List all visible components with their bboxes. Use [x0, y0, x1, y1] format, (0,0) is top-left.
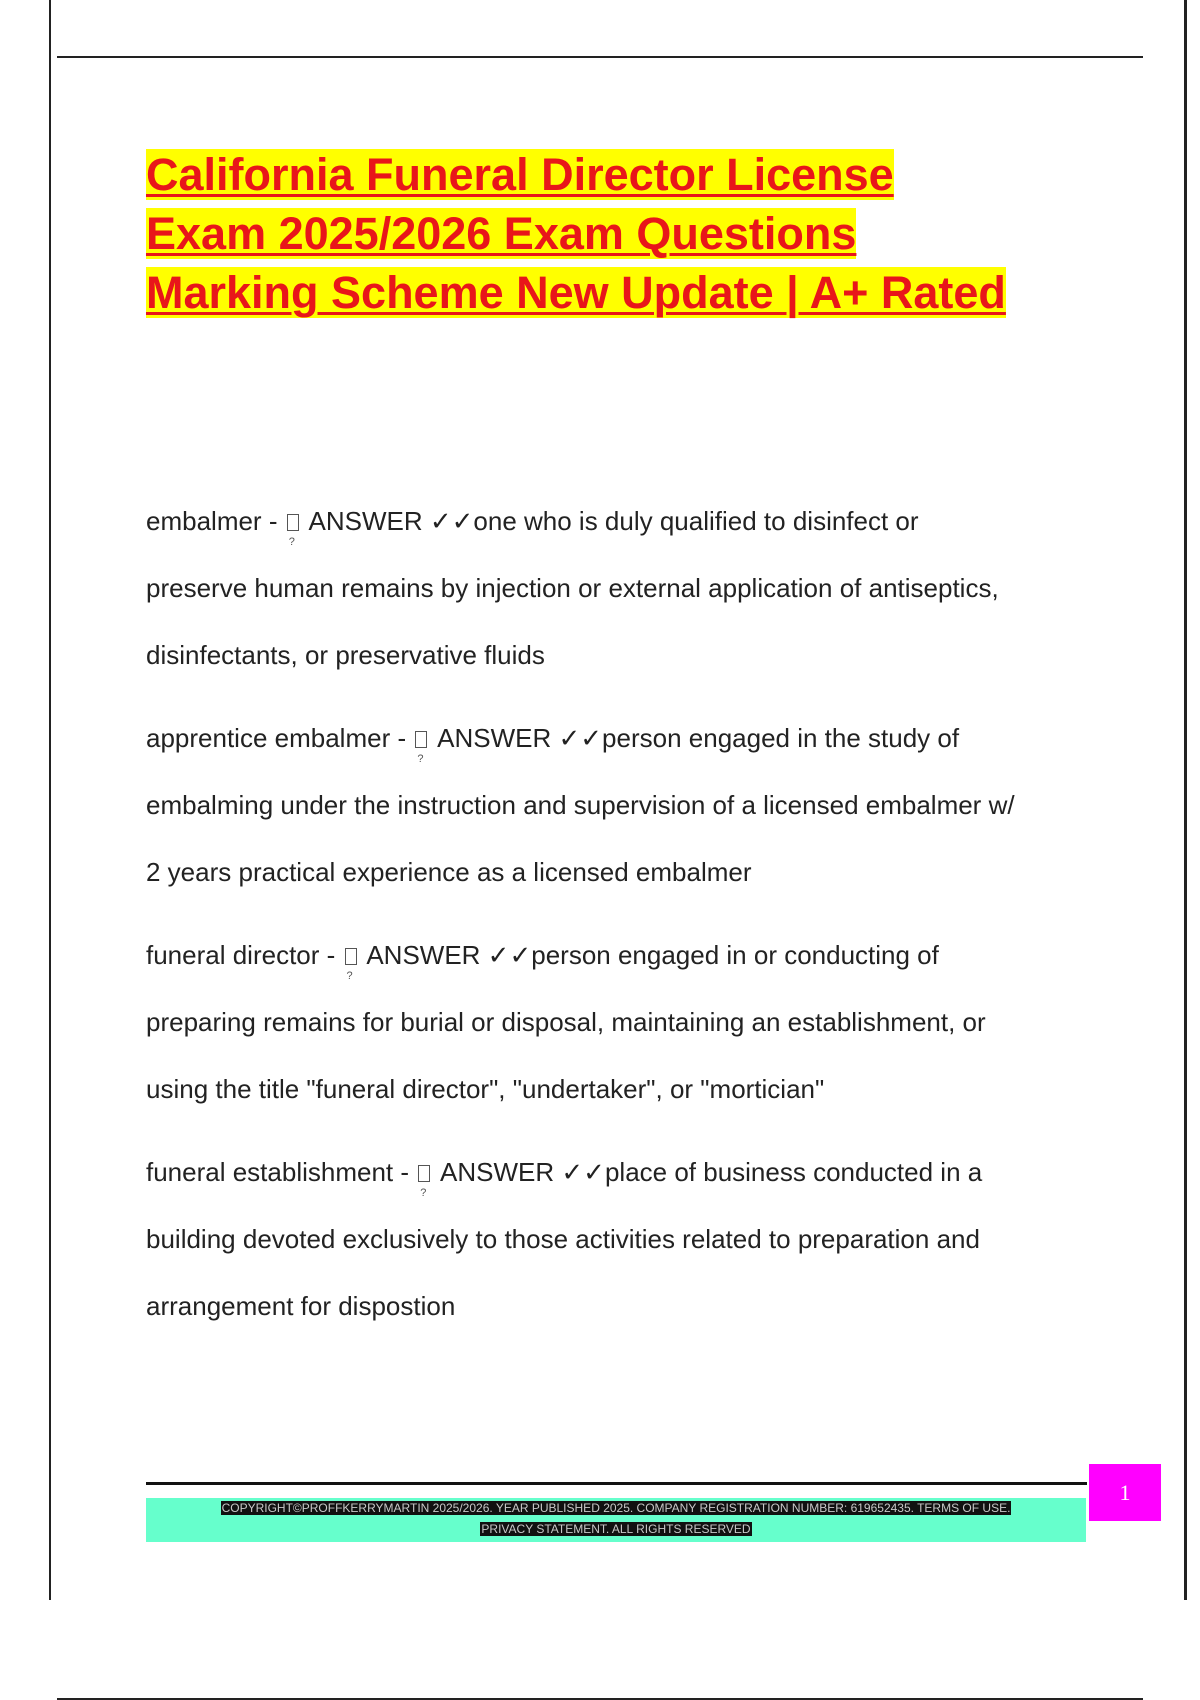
missing-glyph-icon: [418, 1165, 430, 1182]
page-border-left: [49, 0, 51, 1600]
copyright-footer: [146, 1498, 1086, 1542]
qa-entry-embalmer: [146, 488, 1106, 689]
entry-definition: person engaged in the study of embalming under the instruction and supervision of a licensed embalmer w/ 2 years practical experience as a licensed embalmer: [146, 723, 1015, 887]
entry-term: apprentice embalmer -: [146, 723, 414, 753]
title-line-2: Exam 2025/2026 Exam Questions: [146, 208, 857, 259]
entry-definition: one who is duly qualified to disinfect or preserve human remains by injection or external application of antiseptics, disinfectants, or preservative fluids: [146, 506, 999, 670]
header-rule: [57, 56, 1143, 58]
missing-glyph-icon: [345, 948, 357, 965]
copyright-line-2: PRIVACY STATEMENT. ALL RIGHTS RESERVED: [481, 1522, 751, 1536]
entry-answer-label: ANSWER ✓✓: [431, 723, 603, 753]
qa-entry-apprentice-embalmer: [146, 705, 1106, 906]
missing-glyph-icon: [415, 731, 427, 748]
missing-glyph-icon: [287, 514, 299, 531]
page-border-right: [1184, 0, 1187, 1600]
entry-definition: place of business conducted in a building devoted exclusively to those activities related to preparation and arrangement for dispostion: [146, 1157, 983, 1321]
footer-rule: [146, 1482, 1087, 1485]
copyright-line-1: COPYRIGHT©PROFFKERRYMARTIN 2025/2026. YEAR PUBLISHED 2025. COMPANY REGISTRATION NUMBER: 619652435. TERMS OF USE.: [221, 1501, 1011, 1515]
entry-definition: person engaged in or conducting of preparing remains for burial or disposal, maintaining an establishment, or using the title "funeral director", "undertaker", or "mortician": [146, 940, 986, 1104]
page-number: 1: [1089, 1464, 1161, 1521]
entry-term: funeral establishment -: [146, 1157, 417, 1187]
entry-answer-label: ANSWER ✓✓: [302, 506, 474, 536]
qa-entries: [146, 488, 1106, 1356]
entry-answer-label: ANSWER ✓✓: [360, 940, 532, 970]
qa-entry-funeral-director: [146, 922, 1106, 1123]
document-title: [146, 145, 1146, 322]
entry-answer-label: ANSWER ✓✓: [434, 1157, 605, 1187]
entry-term: funeral director -: [146, 940, 343, 970]
title-line-1: California Funeral Director License: [146, 149, 894, 200]
entry-term: embalmer -: [146, 506, 285, 536]
title-line-3: Marking Scheme New Update | A+ Rated: [146, 267, 1006, 318]
qa-entry-funeral-establishment: [146, 1139, 1106, 1340]
